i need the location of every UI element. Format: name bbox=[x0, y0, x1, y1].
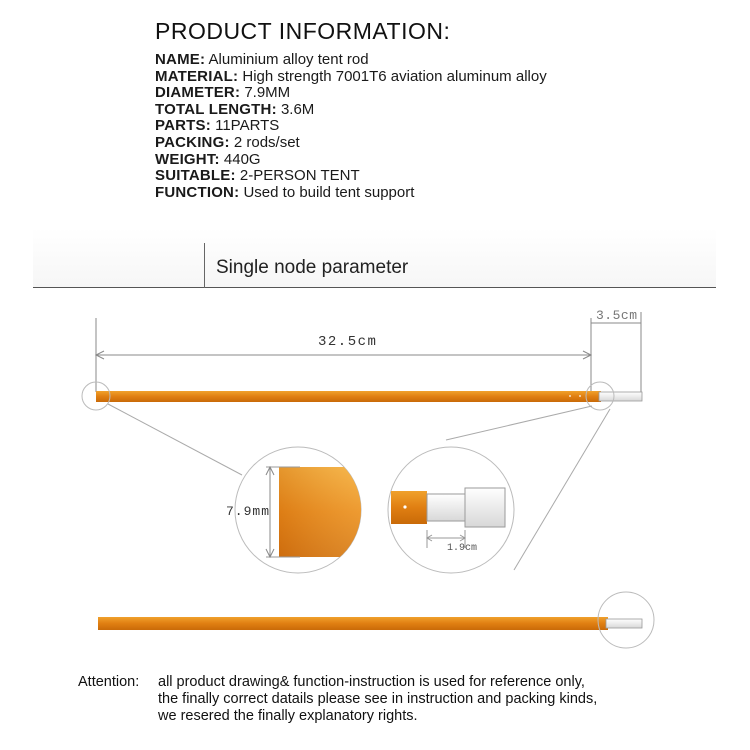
attention-line: all product drawing& function-instruction is used for reference only, bbox=[158, 674, 585, 690]
rod-bottom bbox=[98, 617, 608, 630]
spec-value: High strength 7001T6 aviation aluminum alloy bbox=[242, 67, 547, 85]
spec-key: SUITABLE bbox=[155, 167, 231, 185]
spec-value: Used to build tent support bbox=[243, 183, 415, 201]
spec-key: MATERIAL bbox=[155, 67, 233, 85]
attention-label: Attention: bbox=[78, 674, 140, 690]
spec-colon: : bbox=[230, 167, 236, 185]
length-label: 32.5cm bbox=[318, 334, 378, 350]
spec-key: PACKING bbox=[155, 133, 225, 151]
spec-colon: : bbox=[271, 100, 277, 118]
end-length-label: 3.5cm bbox=[596, 308, 638, 323]
spec-colon: : bbox=[234, 84, 241, 102]
spec-value: 7.9MM bbox=[244, 84, 291, 102]
rod-top bbox=[96, 391, 601, 402]
spec-key: TOTAL LENGTH bbox=[155, 100, 272, 118]
spec-colon: : bbox=[224, 133, 230, 151]
spec-key: WEIGHT bbox=[155, 150, 215, 168]
spec-key: NAME bbox=[155, 51, 200, 68]
rod-bottom-ferrule bbox=[606, 619, 642, 628]
spec-value: 11PARTS bbox=[215, 117, 280, 135]
rod-top-ferrule bbox=[599, 392, 642, 401]
spec-value: Aluminium alloy tent rod bbox=[208, 51, 369, 68]
spec-value: 2 rods/set bbox=[233, 133, 300, 151]
insert-length-label: 1.9cm bbox=[447, 543, 478, 554]
spec-colon: : bbox=[214, 150, 220, 168]
spec-key: DIAMETER bbox=[155, 84, 235, 102]
attention-line: we resered the finally explanatory rights. bbox=[158, 708, 418, 724]
length-dimension bbox=[96, 312, 641, 392]
page-title: PRODUCT INFORMATION: bbox=[155, 18, 451, 44]
spec-colon: : bbox=[205, 117, 211, 135]
spec-key: PARTS bbox=[155, 117, 206, 135]
zoom-joint-detail bbox=[388, 447, 514, 573]
spec-colon: : bbox=[234, 183, 240, 201]
diameter-label: 7.9mm bbox=[226, 504, 271, 519]
spec-value: 3.6M bbox=[280, 100, 315, 118]
spec-key: FUNCTION bbox=[155, 183, 235, 201]
spec-value: 2-PERSON TENT bbox=[239, 167, 360, 185]
spec-value: 440G bbox=[223, 150, 261, 168]
attention-line: the finally correct datails please see in instruction and packing kinds, bbox=[158, 691, 598, 707]
attention-text bbox=[158, 674, 597, 725]
spec-colon: : bbox=[232, 67, 239, 85]
section-title: Single node parameter bbox=[216, 257, 409, 278]
spec-colon: : bbox=[199, 51, 206, 68]
